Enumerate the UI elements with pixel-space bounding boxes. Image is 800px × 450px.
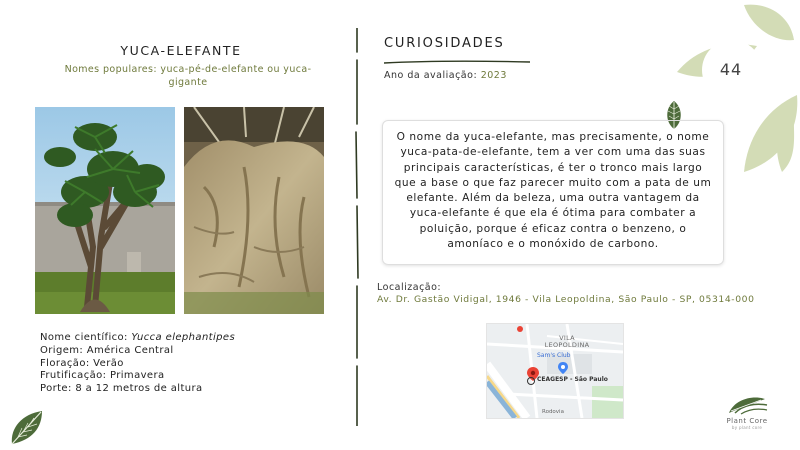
heading-underline [382, 51, 532, 59]
location-address[interactable]: Av. Dr. Gastão Vidigal, 1946 - Vila Leopoldina, São Paulo - SP, 05314-000 [377, 294, 755, 305]
map-location-dot [527, 377, 535, 385]
curiosities-heading: CURIOSIDADES [384, 36, 505, 51]
brand-name: Plant Core [726, 417, 768, 425]
evaluation-year [384, 70, 507, 81]
trunk-photo [184, 107, 324, 314]
scientific-name-label: Nome científico: [40, 332, 128, 343]
page-number: 44 [719, 60, 743, 79]
scientific-name-value: Yucca elephantipes [131, 332, 236, 343]
page-divider [350, 28, 364, 426]
fruiting-row: Frutificação: Primavera [40, 370, 165, 382]
brand-tagline: by plant core [731, 425, 763, 430]
plant-facts [40, 332, 330, 396]
origin-row: Origem: América Central [40, 344, 174, 356]
map-main-label: CEAGESP - São Paulo [537, 376, 608, 383]
map-pin-icon[interactable] [558, 359, 568, 371]
size-row: Porte: 8 a 12 metros de altura [40, 383, 203, 395]
location-label: Localização: [377, 282, 442, 293]
flowering-row: Floração: Verão [40, 357, 124, 369]
plant-title: YUCA-ELEFANTE [120, 43, 242, 58]
curiosity-text: O nome da yuca-elefante, mas precisamente, o nome yuca-pata-de-elefante, tem a ver com uma das suas principais características, é ter o tronco mais largo que a base o que faz parecer muito com a pata de um elefante. Além da beleza, uma outra vantagem da yuca-elefante é que ela é ótima para combater a poluição, porque é eficaz contra o benzeno, o amoníaco e o monóxido de carbono. [382, 120, 724, 265]
map-poi-icon [517, 326, 523, 332]
map-place-label: Sam's Club [537, 352, 571, 359]
tree-photo [35, 107, 175, 314]
map-district-label: VILA LEOPOLDINA [544, 334, 590, 349]
scientific-name-row [40, 332, 330, 345]
year-label: Ano da avaliação: [384, 70, 478, 81]
map-road-label: Rodovia [542, 409, 564, 415]
location-map[interactable] [486, 323, 624, 419]
decorative-leaves [672, 0, 800, 200]
plant-core-logo [725, 393, 769, 417]
leaf-icon [8, 408, 46, 446]
popular-names: Nomes populares: yuca-pé-de-elefante ou yuca-gigante [64, 64, 312, 88]
year-value: 2023 [480, 70, 507, 81]
